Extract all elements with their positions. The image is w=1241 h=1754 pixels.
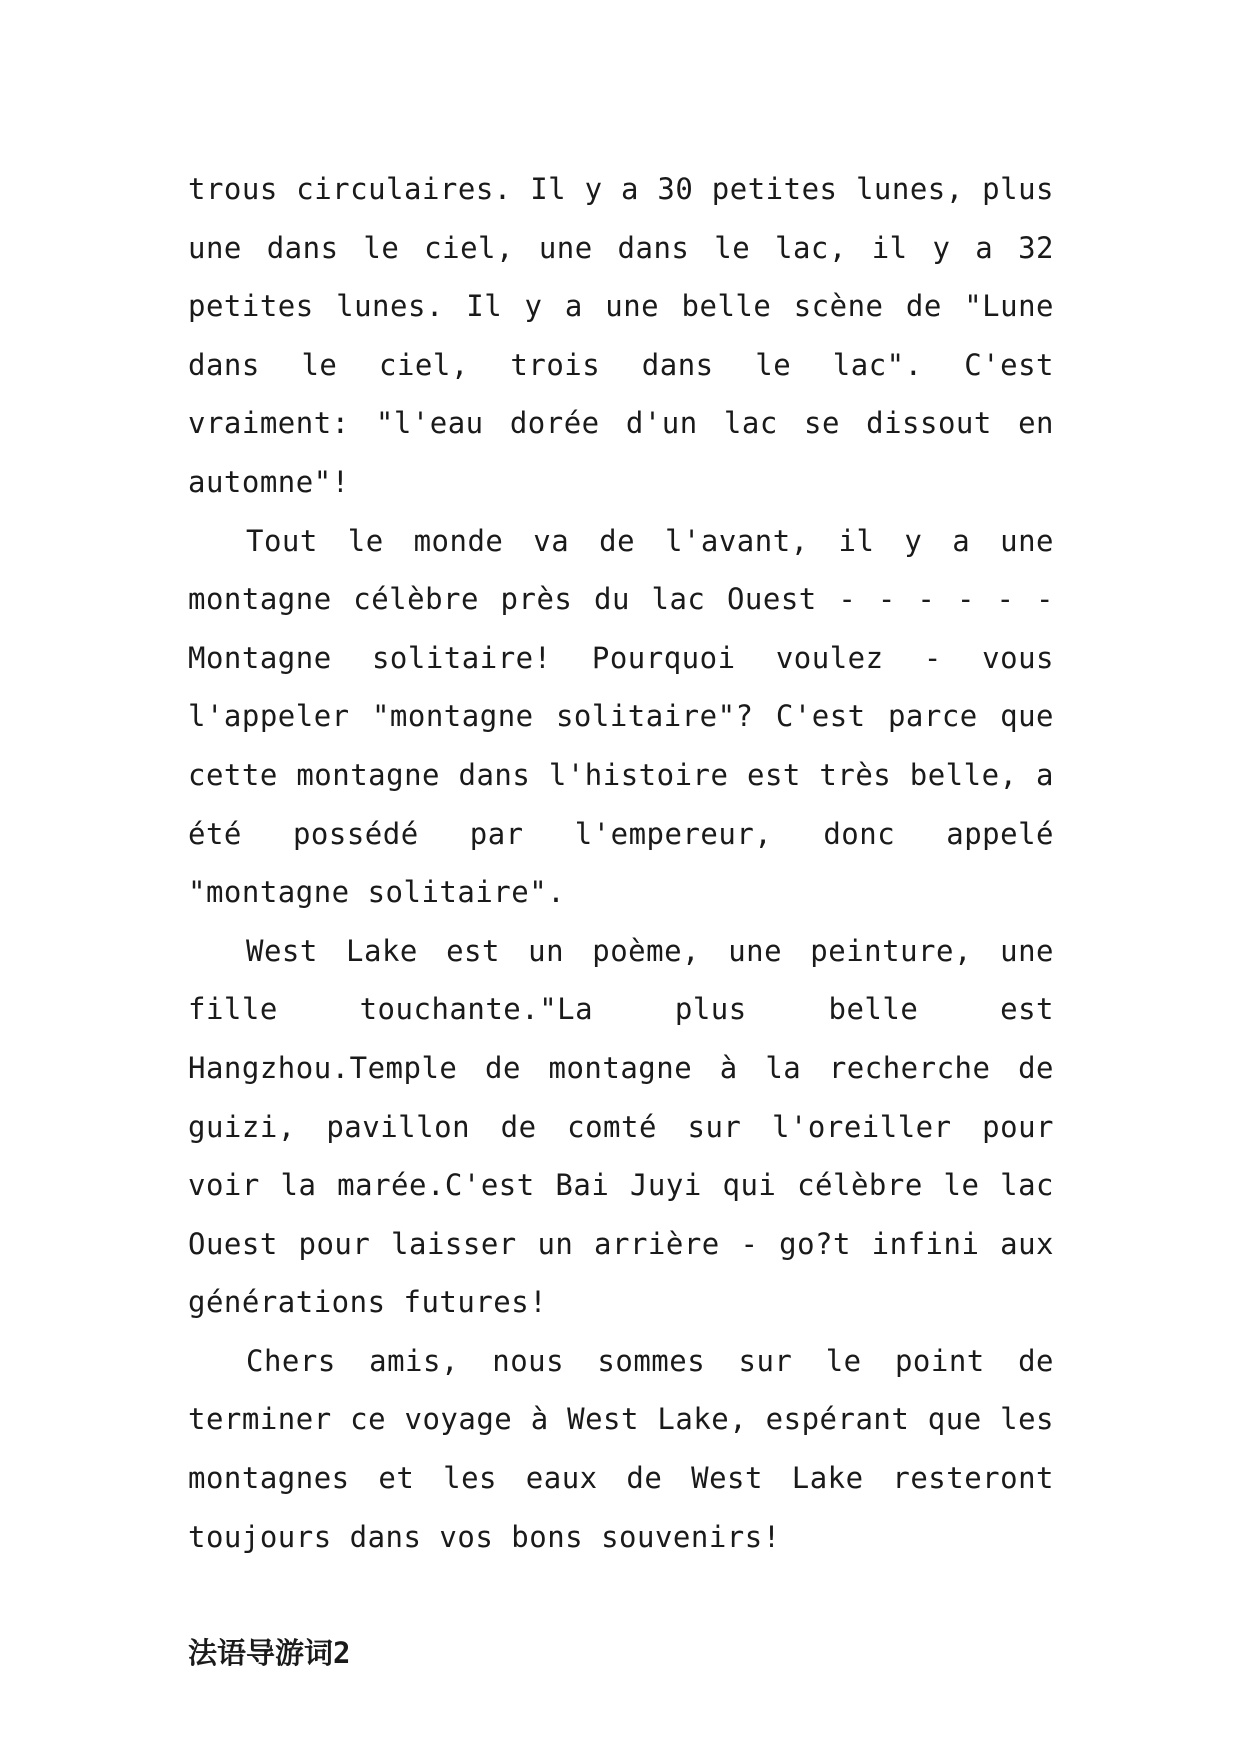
section-heading: 法语导游词2 <box>188 1636 351 1671</box>
paragraph-3: West Lake est un poème, une peinture, une fille touchante."La plus belle est Hangzhou.Temple de montagne à la recherche de guizi, pavillon de comté sur l'oreiller pour voir la marée.C'est Bai Juyi qui célèbre le lac Ouest pour laisser un arrière - go?t infini aux générations futures! <box>188 933 1054 1320</box>
paragraph-2: Tout le monde va de l'avant, il y a une montagne célèbre près du lac Ouest - - - - - - Montagne solitaire! Pourquoi voulez - vous l'appeler "montagne solitaire"? C'est parce que cette montagne dans l'histoire est très belle, a été possédé par l'empereur, donc appelé "montagne solitaire". <box>188 523 1054 910</box>
document-page <box>188 160 1054 1683</box>
paragraph-4: Chers amis, nous sommes sur le point de terminer ce voyage à West Lake, espérant que les montagnes et les eaux de West Lake resteront toujours dans vos bons souvenirs! <box>188 1343 1054 1554</box>
paragraph-1: trous circulaires. Il y a 30 petites lunes, plus une dans le ciel, une dans le lac, il y a 32 petites lunes. Il y a une belle scène de "Lune dans le ciel, trois dans le lac". C'est vraiment: "l'eau dorée d'un lac se dissout en automne"! <box>188 172 1054 499</box>
